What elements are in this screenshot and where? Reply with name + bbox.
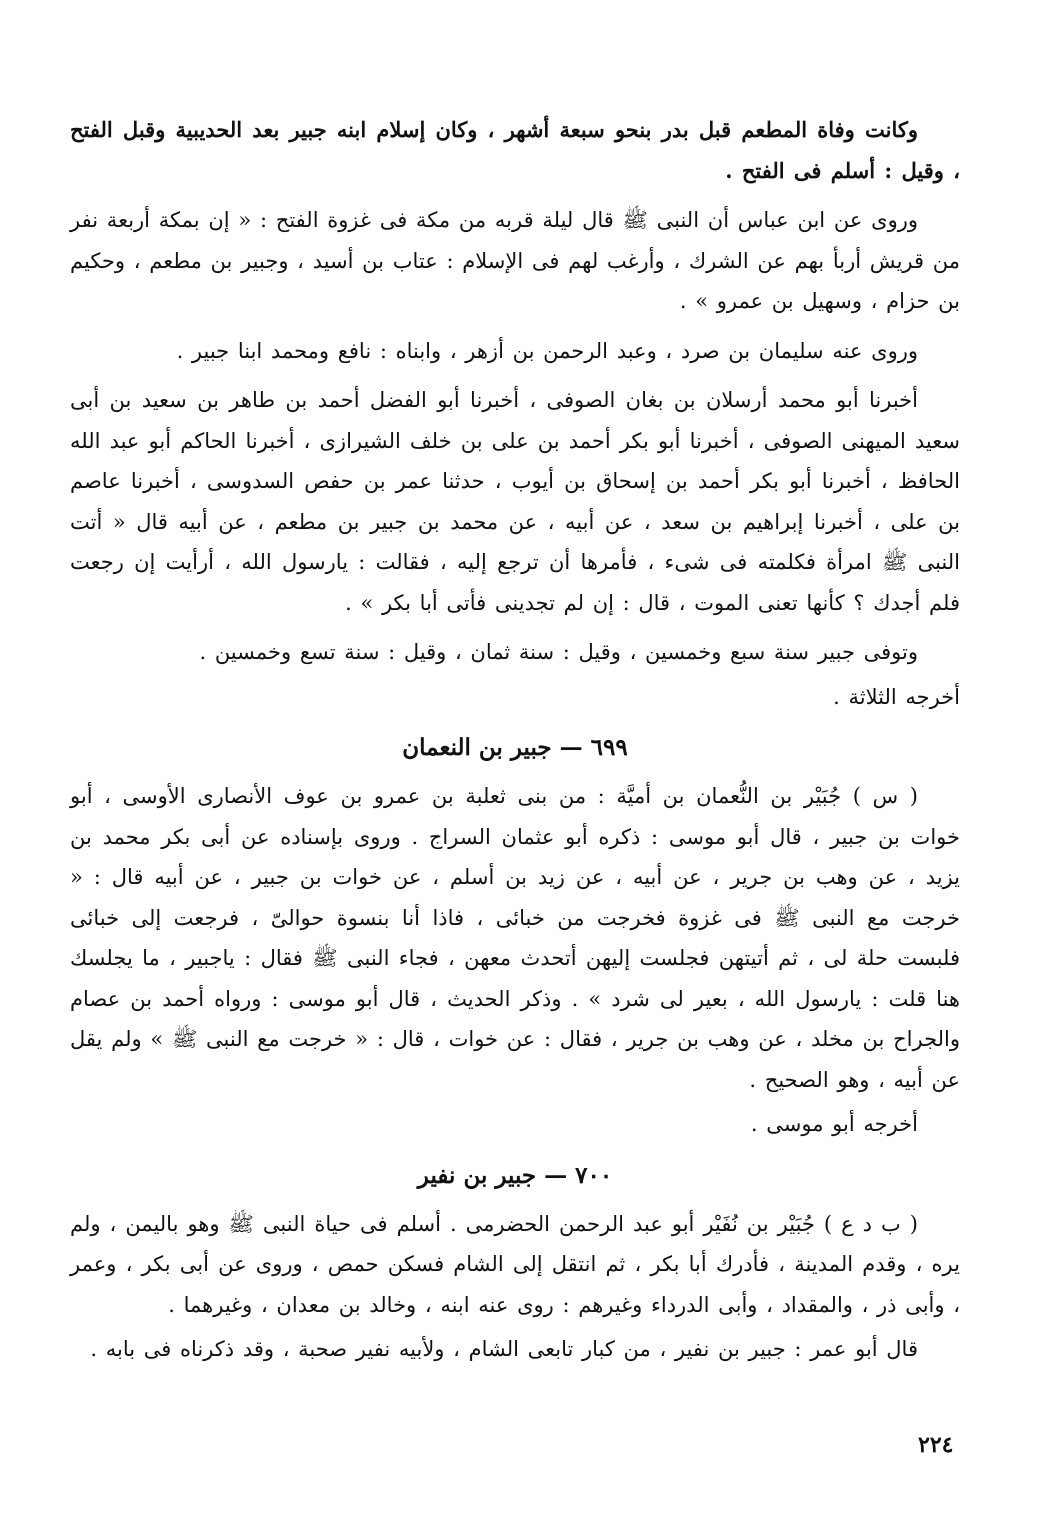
paragraph-death-of-mutim: وكانت وفاة المطعم قبل بدر بنحو سبعة أشهر ، وكان إسلام ابنه جبير بعد الحديبية وقبل الفتح ، وقيل : أسلم فى الفتح . — [70, 117, 960, 183]
page-body — [70, 110, 960, 1470]
paragraph-takhrij-2: أخرجه أبو موسى . — [750, 1112, 918, 1136]
paragraph-takhrij-1: أخرجه الثلاثة . — [833, 684, 960, 709]
paragraph-death-year: وتوفى جبير سنة سبع وخمسين ، وقيل : سنة ثمان ، وقيل : سنة تسع وخمسين . — [199, 640, 918, 664]
paragraph-entry-699: ( س ) جُبَيْر بن النُّعمان بن أميَّة : من بنى ثعلبة بن عمرو بن عوف الأنصارى الأوسى ، أبو خوات بن جبير ، قال أبو موسى : ذكره أبو عثمان السراج . وروى بإسناده عن أبى بكر محمد بن يزيد ، عن وهب بن جرير ، عن أبيه ، عن زيد بن أسلم ، عن خوات بن جبير ، عن أبيه قال : « خرجت مع النبى ﷺ فى غزوة فخرجت من خبائى ، فاذا أنا بنسوة حوالىّ ، فرجعت إلى خبائى فلبست حلة لى ، ثم أتيتهن فجلست إليهن أتحدث معهن ، فجاء النبى ﷺ فقال : ياجبير ، ما يجلسك هنا قلت : يارسول الله ، بعير لى شرد » . وذكر الحديث ، قال أبو موسى : ورواه أحمد بن عصام والجراح بن مخلد ، عن وهب بن جرير ، فقال : عن خوات ، قال : « خرجت مع النبى ﷺ » ولم يقل عن أبيه ، وهو الصحيح . — [70, 784, 960, 1092]
paragraph-narrators: وروى عنه سليمان بن صرد ، وعبد الرحمن بن أزهر ، وابناه : نافع ومحمد ابنا جبير . — [176, 338, 918, 363]
paragraph-isnad-hadith: أخبرنا أبو محمد أرسلان بن بغان الصوفى ، أخبرنا أبو الفضل أحمد بن طاهر بن سعيد بن أبى سعيد الميهنى الصوفى ، أخبرنا أبو بكر أحمد بن على بن خلف الشيرازى ، أخبرنا الحاكم أبو عبد الله الحافظ ، أخبرنا أبو بكر أحمد بن إسحاق بن أيوب ، حدثنا عمر بن حفص السدوسى ، أخبرنا عاصم بن على ، أخبرنا إبراهيم بن سعد ، عن أبيه ، عن محمد بن جبير بن مطعم ، عن أبيه قال « أتت النبى ﷺ امرأة فكلمته فى شىء ، فأمرها أن ترجع إليه ، فقالت : يارسول الله ، أرأيت إن رجعت فلم أجدك ؟ كأنها تعنى الموت ، قال : إن لم تجدينى فأتى أبا بكر » . — [70, 388, 960, 615]
paragraph-abu-umar: قال أبو عمر : جبير بن نفير ، من كبار تابعى الشام ، ولأبيه نفير صحبة ، وقد ذكرناه فى بابه . — [90, 1337, 918, 1361]
paragraph-entry-700: ( ب د ع ) جُبَيْر بن نُفَيْر أبو عبد الرحمن الحضرمى . أسلم فى حياة النبى ﷺ وهو باليمن ، ولم يره ، وقدم المدينة ، فأدرك أبا بكر ، ثم انتقل إلى الشام فسكن حمص ، وروى عن أبى بكر ، وعمر ، وأبى ذر ، والمقداد ، وأبى الدرداء وغيرهم : روى عنه ابنه ، وخالد بن معدان ، وغيرهما . — [70, 1211, 960, 1317]
paragraph-ibn-abbas-hadith: وروى عن ابن عباس أن النبى ﷺ قال ليلة قربه من مكة فى غزوة الفتح : « إن بمكة أربعة نفر من قريش أربأ بهم عن الشرك ، وأرغب لهم فى الإسلام : عتاب بن أسيد ، وجبير بن مطعم ، وحكيم بن حزام ، وسهيل بن عمرو » . — [70, 208, 960, 313]
entry-heading-700: ٧٠٠ — جبير بن نفير — [417, 1161, 613, 1189]
page-number: ٢٢٤ — [918, 1432, 954, 1458]
entry-heading-699: ٦٩٩ — جبير بن النعمان — [402, 734, 628, 761]
